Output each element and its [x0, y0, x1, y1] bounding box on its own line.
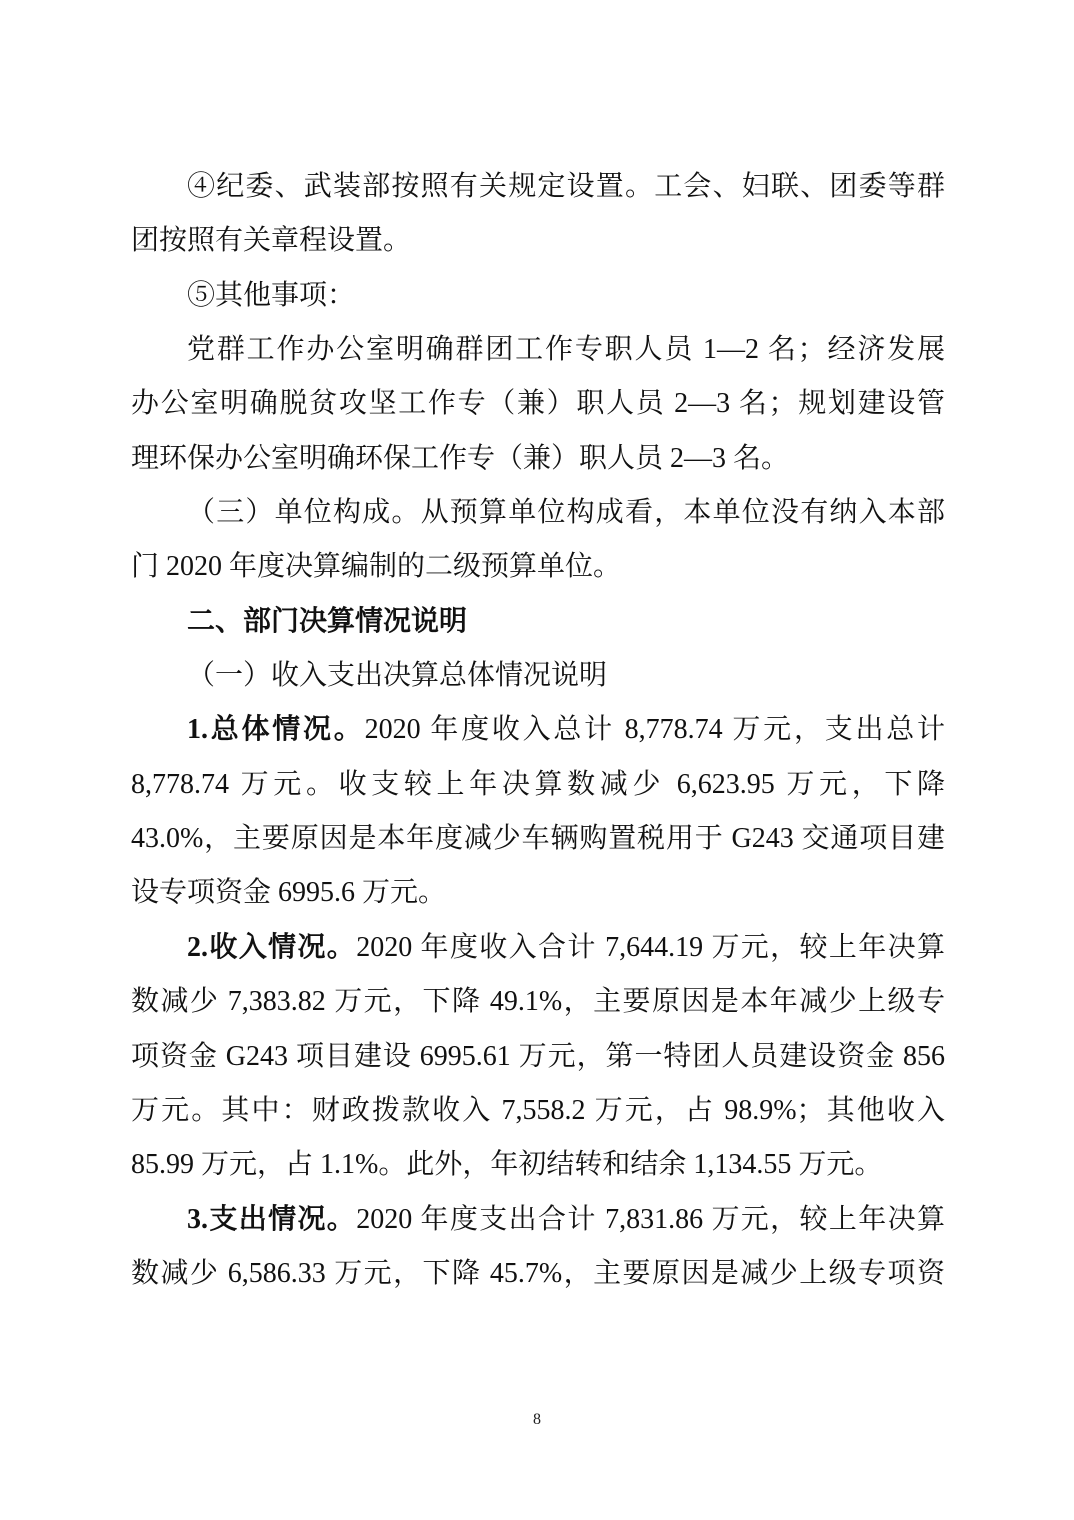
paragraph-line	[131, 1193, 945, 1247]
paragraph-line: 门 2020 年度决算编制的二级预算单位。	[131, 551, 622, 583]
paragraph-line: 8,778.74 万元。收支较上年决算数减少 6,623.95 万元，下降	[131, 768, 945, 800]
paragraph-line: 项资金 G243 项目建设 6995.61 万元，第一特团人员建设资金 856	[131, 1040, 945, 1072]
paragraph-line: 85.99 万元，占 1.1%。此外，年初结转和结余 1,134.55 万元。	[131, 1149, 883, 1181]
paragraph-line: ⑤其他事项：	[187, 279, 356, 311]
paragraph-text: 2020 年度支出合计 7,831.86 万元，较上年决算	[356, 1203, 945, 1235]
paragraph-line: 团按照有关章程设置。	[131, 225, 412, 257]
document-body	[131, 160, 945, 1301]
paragraph-line: 43.0%，主要原因是本年度减少车辆购置税用于 G243 交通项目建	[131, 823, 945, 855]
page-number: 8	[533, 1411, 541, 1428]
paragraph-lead-title: 1.总体情况。	[187, 714, 365, 746]
paragraph-lead-title: 2.收入情况。	[187, 931, 357, 963]
paragraph-line: 理环保办公室明确环保工作专（兼）职人员 2—3 名。	[131, 442, 790, 474]
paragraph-line: 办公室明确脱贫攻坚工作专（兼）职人员 2—3 名；规划建设管	[131, 388, 945, 420]
paragraph-line	[131, 703, 945, 757]
paragraph-line: 设专项资金 6995.6 万元。	[131, 877, 447, 909]
paragraph-line: 数减少 6,586.33 万元，下降 45.7%，主要原因是减少上级专项资	[131, 1257, 945, 1289]
paragraph-line: 党群工作办公室明确群团工作专职人员 1—2 名；经济发展	[187, 334, 945, 366]
paragraph-line: ④纪委、武装部按照有关规定设置。工会、妇联、团委等群	[187, 171, 945, 202]
paragraph-line: 万元。其中：财政拨款收入 7,558.2 万元，占 98.9%；其他收入	[131, 1094, 945, 1126]
paragraph-line: （一）收入支出决算总体情况说明	[187, 660, 608, 692]
paragraph-line: 数减少 7,383.82 万元，下降 49.1%，主要原因是本年减少上级专	[131, 986, 945, 1018]
paragraph-text: 2020 年度收入总计 8,778.74 万元，支出总计	[364, 714, 945, 746]
paragraph-line	[131, 921, 945, 975]
paragraph-line: （三）单位构成。从预算单位构成看，本单位没有纳入本部	[187, 497, 945, 529]
section-heading: 二、部门决算情况说明	[187, 605, 468, 637]
paragraph-lead-title: 3.支出情况。	[187, 1203, 357, 1235]
paragraph-text: 2020 年度收入合计 7,644.19 万元，较上年决算	[356, 931, 945, 963]
